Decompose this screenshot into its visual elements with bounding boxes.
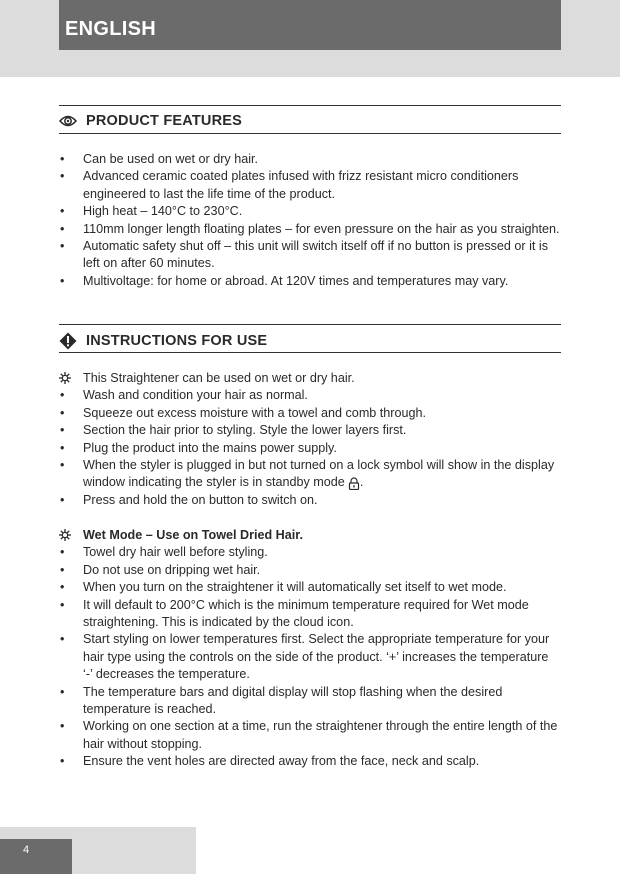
list-item: • Can be used on wet or dry hair. [60, 152, 259, 166]
list-item: • Wash and condition your hair as normal. [60, 388, 308, 403]
list-item: • 110mm longer length floating plates – for even pressure on the hair as you straighten. [60, 221, 560, 236]
features-list [59, 151, 561, 290]
list-item: This Straightener can be used on wet or dry hair. [59, 370, 561, 387]
list-item: • High heat – 140°C to 230°C. [60, 204, 243, 219]
list-item: • Start styling on lower temperatures first. Select the appropriate temperature for your hair type using the controls on the side of the product. ‘+’ increases the temperature ‘-’ decreases the temperature. [60, 632, 550, 682]
wet-mode-list [59, 527, 561, 771]
instructions-title: INSTRUCTIONS FOR USE [86, 333, 268, 349]
list-item: • Press and hold the on button to switch on. [60, 492, 318, 507]
list-item: • Plug the product into the mains power supply. [60, 440, 337, 455]
features-heading [59, 113, 242, 129]
list-item: • Advanced ceramic coated plates infused with frizz resistant micro conditioners engineered to last the life time of the product. [60, 169, 519, 201]
list-item: • Ensure the vent holes are directed away from the face, neck and scalp. [60, 754, 480, 769]
list-item: • Automatic safety shut off – this unit will switch itself off if no button is pressed or it is left on after 60 minutes. [60, 239, 549, 271]
list-item: • The temperature bars and digital display will stop flashing when the desired temperature is reached. [60, 684, 503, 717]
section-rule-top [59, 324, 561, 325]
section-rule-bottom [59, 352, 561, 353]
list-item: • It will default to 200°C which is the minimum temperature required for Wet mode straightening. This is indicated by the cloud icon. [60, 597, 529, 630]
list-item: • Squeeze out excess moisture with a towel and comb through. [60, 405, 427, 420]
page-number: 4 [23, 844, 30, 856]
list-item: • Towel dry hair well before styling. [60, 545, 268, 560]
wet-mode-heading: Wet Mode – Use on Towel Dried Hair. [59, 527, 561, 544]
eye-icon [59, 113, 77, 129]
lock-icon [348, 477, 360, 490]
instructions-heading [59, 332, 267, 350]
instructions-list [59, 370, 561, 509]
language-tab [59, 0, 561, 50]
list-item: • Do not use on dripping wet hair. [60, 562, 261, 577]
section-rule-top [59, 105, 561, 106]
page-number-box [0, 839, 72, 874]
language-label: ENGLISH [65, 18, 156, 40]
list-item: • Multivoltage: for home or abroad. At 120V times and temperatures may vary. [60, 273, 509, 288]
sparkle-icon [59, 372, 71, 384]
list-item: • When the styler is plugged in but not turned on a lock symbol will show in the display window indicating the styler is in standby mode . [60, 458, 555, 490]
list-item: • Working on one section at a time, run the straightener through the entire length of the hair without stopping. [60, 719, 558, 751]
warning-icon [59, 332, 77, 350]
list-item: • Section the hair prior to styling. Style the lower layers first. [60, 423, 407, 438]
section-rule-bottom [59, 133, 561, 134]
features-title: PRODUCT FEATURES [86, 113, 242, 129]
list-item: • When you turn on the straightener it will automatically set itself to wet mode. [60, 580, 507, 595]
sparkle-icon [59, 529, 71, 541]
